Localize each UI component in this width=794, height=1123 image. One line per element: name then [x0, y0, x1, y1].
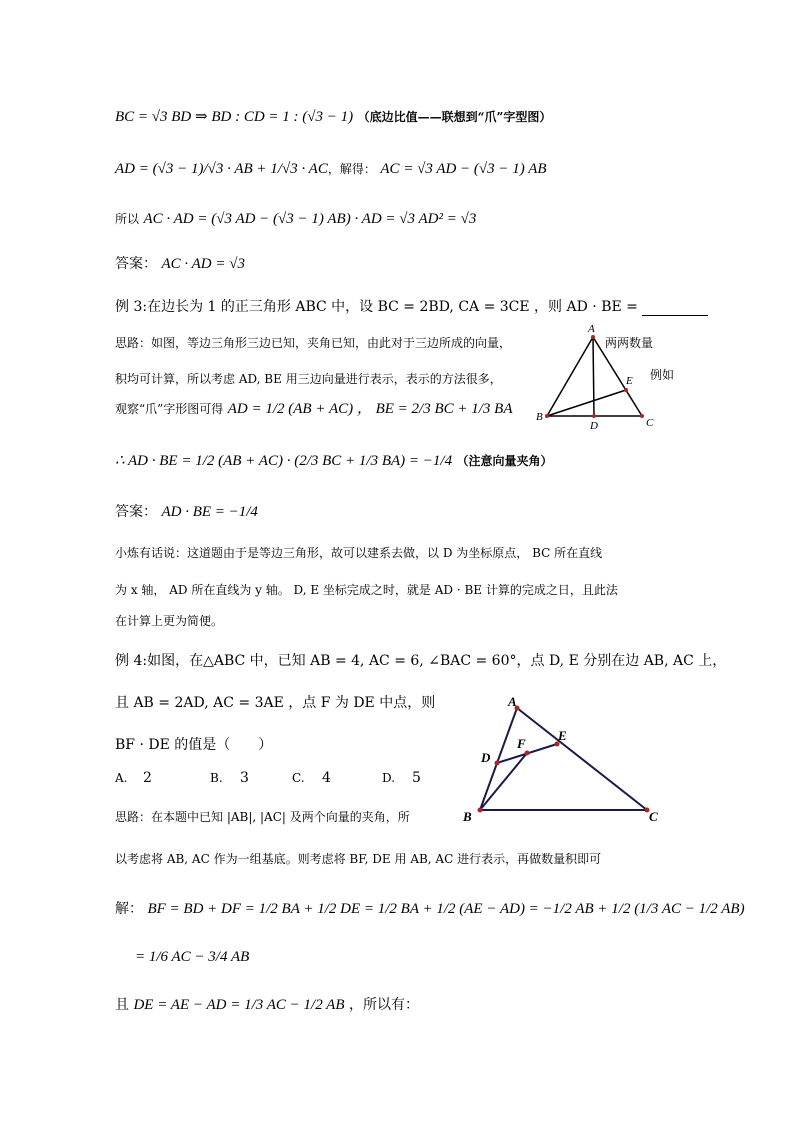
math-expression: AC = √3 AD − (√3 − 1) AB	[380, 161, 547, 177]
point-d	[592, 414, 596, 418]
text-line-2	[115, 160, 547, 178]
segment-be	[547, 390, 626, 416]
text: 例 4:如图，在△ABC 中，已知 AB = 4, AC = 6, ∠BAC = 60°，点 D, E 分别在边 AB, AC 上，	[115, 653, 727, 669]
option-b-value: 3	[240, 770, 249, 786]
answer-line-1	[115, 255, 245, 273]
math-expression: AD = 1/2 (AB + AC) ， BE = 2/3 BC + 1/3 BA	[227, 401, 513, 417]
text: 积均可计算，所以考虑 AD, BE 用三边向量进行表示，表示的方法很多，	[115, 372, 502, 386]
label-b: B	[463, 809, 472, 824]
example-3-question	[115, 298, 708, 316]
point-a	[591, 335, 595, 339]
math-expression: = 1/6 AC − 3/4 AB	[135, 949, 250, 965]
text-line-22	[115, 996, 419, 1014]
label-c: C	[649, 809, 658, 824]
point-d	[495, 761, 500, 766]
label-d: D	[481, 750, 491, 765]
text: 且 AB = 2AD, AC = 3AE ，点 F 为 DE 中点，则	[115, 695, 436, 711]
text-line-3	[115, 210, 476, 228]
text-line-1	[115, 108, 551, 126]
point-b	[478, 808, 483, 813]
math-expression: AD · BE = −1/4	[161, 504, 258, 520]
text-line-16	[115, 736, 272, 754]
label-c: C	[646, 417, 654, 429]
text: 例如	[650, 368, 675, 382]
text-line-6	[115, 334, 511, 352]
answer-label: 答案：	[115, 504, 157, 520]
text: BF · DE 的值是（ ）	[115, 737, 273, 753]
math-expression: DE = AE − AD = 1/3 AC − 1/2 AB	[133, 997, 345, 1013]
text: 思路：在本题中已知 |AB|, |AC| 及两个向量的夹角，所	[115, 810, 410, 824]
point-f	[525, 751, 530, 756]
label-a: A	[588, 323, 595, 335]
option-b-label: B.	[210, 771, 223, 785]
text-line-15	[115, 694, 435, 712]
label-e: E	[558, 728, 567, 743]
text: 例 3:在边长为 1 的正三角形 ABC 中，设 BC = 2BD, CA = 3CE ，则 AD · BE =	[115, 299, 643, 315]
point-c	[640, 414, 644, 418]
text: 两两数量	[605, 336, 654, 350]
text: 观察“爪”字形图可得	[115, 402, 224, 416]
option-c-label: C.	[292, 771, 305, 785]
label-a: A	[508, 694, 517, 709]
text-line-20	[115, 900, 745, 918]
label-f: F	[517, 736, 526, 751]
option-c-value: 4	[322, 770, 331, 786]
label-b: B	[536, 411, 543, 423]
answer-line-2	[115, 503, 258, 521]
math-expression: BC = √3 BD ⇒ BD : CD = 1 : (√3 − 1)	[115, 109, 354, 125]
example-4-question	[115, 652, 726, 670]
text: 且	[115, 997, 129, 1013]
answer-label: 答案：	[115, 256, 157, 272]
text-line-19	[115, 850, 601, 868]
text: 为 x 轴， AD 所在直线为 y 轴。 D, E 坐标完成之时，就是 AD · BE 计算的完成之日，且此法	[115, 583, 618, 597]
text: 解：	[115, 901, 143, 917]
text: ，解得：	[327, 162, 376, 176]
option-a-value: 2	[143, 770, 152, 786]
answer-blank	[642, 301, 708, 316]
point-e	[624, 388, 628, 392]
label-e: E	[626, 375, 633, 387]
text-line-9	[115, 452, 553, 470]
math-expression: AD = (√3 − 1)/√3 · AB + 1/√3 · AC	[115, 161, 328, 177]
note: （注意向量夹角）	[456, 454, 553, 468]
text-line-12	[115, 581, 618, 599]
text: 在计算上更为简便。	[115, 614, 224, 628]
option-a-label: A.	[115, 771, 128, 785]
text-line-11	[115, 544, 602, 562]
text-line-13	[115, 612, 223, 630]
point-b	[545, 414, 549, 418]
equilateral-triangle-figure	[530, 320, 660, 435]
side-ab	[547, 337, 593, 416]
text-line-18	[115, 808, 410, 826]
label-d: D	[590, 420, 598, 432]
text: ，所以有：	[348, 997, 419, 1013]
triangle-def-figure	[455, 690, 675, 830]
text: 所以	[115, 212, 140, 226]
math-expression: AC · AD = √3	[161, 256, 245, 272]
side-ac	[593, 337, 642, 416]
math-expression: AC · AD = (√3 AD − (√3 − 1) AB) · AD = √3 AD² = √3	[143, 211, 477, 227]
segment-ad	[593, 337, 594, 416]
option-d-label: D.	[382, 771, 396, 785]
text-line-8	[115, 400, 513, 418]
text: 以考虑将 AB, AC 作为一组基底。则考虑将 BF, DE 用 AB, AC 进行表示，再做数量积即可	[115, 852, 602, 866]
math-expression: ∴ AD · BE = 1/2 (AB + AC) · (2/3 BC + 1/3 BA) = −1/4	[115, 453, 453, 469]
note: （底边比值——联想到“爪”字型图）	[357, 110, 552, 124]
text: 思路：如图，等边三角形三边已知，夹角已知，由此对于三边所成的向量，	[115, 336, 512, 350]
math-expression: BF = BD + DF = 1/2 BA + 1/2 DE = 1/2 BA + 1/2 (AE − AD) = −1/2 AB + 1/2 (1/3 AC − 1/2 AB)	[147, 901, 745, 917]
side-ac	[517, 708, 647, 810]
text: 小炼有话说：这道题由于是等边三角形，故可以建系去做，以 D 为坐标原点， BC 所在直线	[115, 546, 603, 560]
text-line-7	[115, 370, 502, 388]
text-line-21	[135, 948, 249, 966]
option-d-value: 5	[412, 770, 421, 786]
